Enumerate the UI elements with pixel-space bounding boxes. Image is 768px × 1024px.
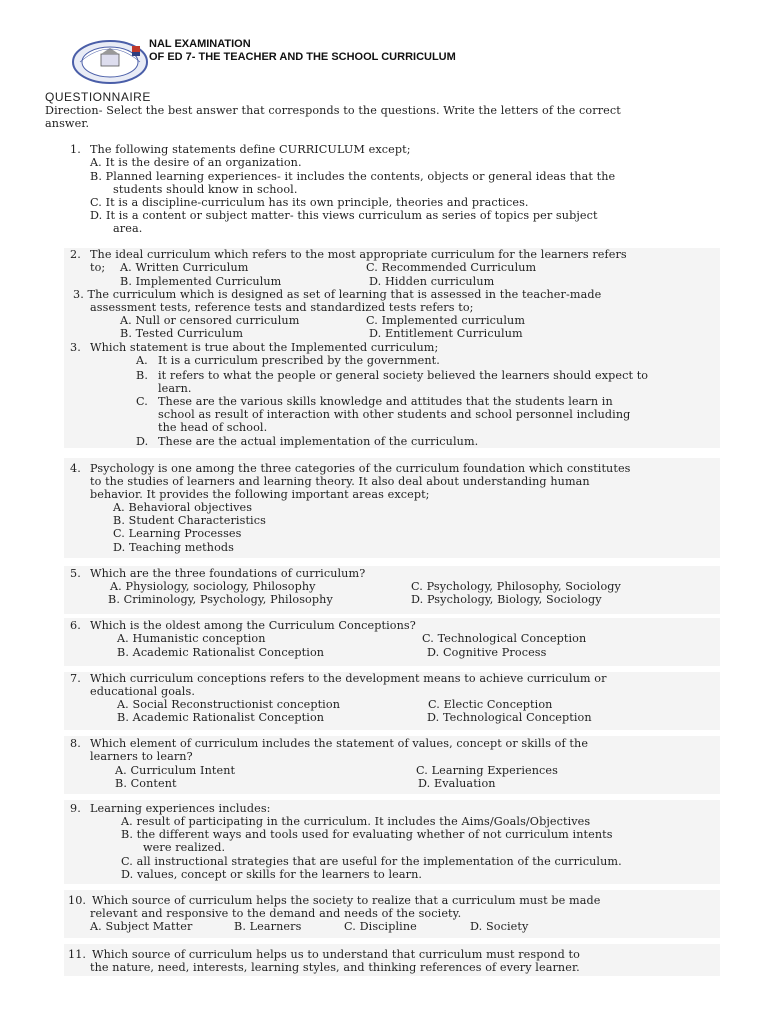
choice: D. Hidden curriculum [369, 275, 495, 288]
question-stem: Which source of curriculum helps us to understand that curriculum must respond to [92, 948, 580, 961]
college-seal [72, 40, 148, 84]
question-stem: Which are the three foundations of curriculum? [90, 567, 366, 580]
question-number: 11. [68, 948, 87, 961]
choice: B. Student Characteristics [113, 514, 266, 527]
choice: school as result of interaction with other students and school personnel including [158, 408, 631, 421]
choice-letter: B. [136, 369, 148, 382]
choice: the head of school. [158, 421, 268, 434]
choice: C. all instructional strategies that are useful for the implementation of the curriculum. [121, 855, 622, 868]
question-stem: to the studies of learners and learning theory. It also deal about understanding human [90, 475, 590, 488]
choice: A. result of participating in the curriculum. It includes the Aims/Goals/Objectives [121, 815, 591, 828]
question-stem: behavior. It provides the following important areas except; [90, 488, 430, 501]
choice-letter: D. [136, 435, 149, 448]
question-number: 3. [70, 341, 81, 354]
choice: A. Behavioral objectives [113, 501, 253, 514]
choice: C. Learning Processes [113, 527, 242, 540]
question-number: 4. [70, 462, 81, 475]
question-stem: Learning experiences includes: [90, 802, 271, 815]
question-number: 7. [70, 672, 81, 685]
choice: students should know in school. [113, 183, 298, 196]
page-title: QUESTIONNAIRE [45, 90, 151, 104]
direction-line: answer. [45, 117, 90, 130]
choice: It is a curriculum prescribed by the government. [158, 354, 440, 367]
question-stem: learners to learn? [90, 750, 193, 763]
choice: A. Curriculum Intent [115, 764, 236, 777]
question-number: 8. [70, 737, 81, 750]
question-stem: relevant and responsive to the demand and needs of the society. [90, 907, 462, 920]
question-stem: Which statement is true about the Implemented curriculum; [90, 341, 439, 354]
choice: C. Recommended Curriculum [366, 261, 537, 274]
question-stem: The ideal curriculum which refers to the most appropriate curriculum for the learners refers [90, 248, 627, 261]
choice: D. It is a content or subject matter- this views curriculum as series of topics per subject [90, 209, 598, 222]
choice: B. Planned learning experiences- it includes the contents, objects or general ideas that the [90, 170, 616, 183]
question-number: 1. [70, 143, 81, 156]
choice: learn. [158, 382, 192, 395]
choice: B. Academic Rationalist Conception [117, 711, 325, 724]
question-stem: Which is the oldest among the Curriculum Conceptions? [90, 619, 416, 632]
choice: A. Humanistic conception [117, 632, 266, 645]
exam-title: NAL EXAMINATION [149, 38, 251, 50]
choice: D. Evaluation [418, 777, 496, 790]
choice: A. Physiology, sociology, Philosophy [110, 580, 316, 593]
choice: B. Content [115, 777, 177, 790]
choice: C. Learning Experiences [416, 764, 558, 777]
choice: C. It is a discipline-curriculum has its own principle, theories and practices. [90, 196, 529, 209]
choice: B. Learners [234, 920, 302, 933]
question-stem: the nature, need, interests, learning styles, and thinking references of every learner. [90, 961, 580, 974]
question-number: 2. [70, 248, 81, 261]
choice: B. Academic Rationalist Conception [117, 646, 325, 659]
choice-letter: A. [136, 354, 148, 367]
question-stem: Which curriculum conceptions refers to the development means to achieve curriculum or [90, 672, 607, 685]
question-stem: Which element of curriculum includes the statement of values, concept or skills of the [90, 737, 589, 750]
choice-letter: C. [136, 395, 148, 408]
choice: C. Implemented curriculum [366, 314, 526, 327]
choice: D. Teaching methods [113, 541, 235, 554]
question-stem: Which source of curriculum helps the society to realize that a curriculum must be made [92, 894, 601, 907]
question-stem: to; [90, 261, 106, 274]
question-stem: 3. The curriculum which is designed as set of learning that is assessed in the teacher-made [73, 288, 602, 301]
choice: A. Null or censored curriculum [120, 314, 300, 327]
direction-line: Direction- Select the best answer that corresponds to the questions. Write the letters of the correct [45, 104, 621, 117]
question-stem: Psychology is one among the three categories of the curriculum foundation which constitutes [90, 462, 631, 475]
choice: D. Technological Conception [427, 711, 592, 724]
choice: C. Technological Conception [422, 632, 587, 645]
choice: D. Entitlement Curriculum [369, 327, 523, 340]
choice: B. Tested Curriculum [120, 327, 244, 340]
choice: B. Criminology, Psychology, Philosophy [108, 593, 333, 606]
choice: A. Social Reconstructionist conception [117, 698, 340, 711]
choice: were realized. [143, 841, 226, 854]
choice: A. Subject Matter [90, 920, 193, 933]
choice: it refers to what the people or general society believed the learners should expect to [158, 369, 649, 382]
question-stem: educational goals. [90, 685, 195, 698]
choice: D. values, concept or skills for the learners to learn. [121, 868, 423, 881]
choice: D. Psychology, Biology, Sociology [411, 593, 602, 606]
question-number: 9. [70, 802, 81, 815]
choice: A. It is the desire of an organization. [90, 156, 302, 169]
course-title: OF ED 7- THE TEACHER AND THE SCHOOL CURRICULUM [149, 51, 456, 63]
question-number: 6. [70, 619, 81, 632]
choice: B. Implemented Curriculum [120, 275, 282, 288]
question-stem: assessment tests, reference tests and standardized tests refers to; [90, 301, 474, 314]
question-number: 10. [68, 894, 87, 907]
choice: B. the different ways and tools used for evaluating whether of not curriculum intents [121, 828, 613, 841]
question-number: 5. [70, 567, 81, 580]
choice: These are the actual implementation of the curriculum. [158, 435, 479, 448]
choice: area. [113, 222, 143, 235]
choice: A. Written Curriculum [120, 261, 249, 274]
choice: These are the various skills knowledge and attitudes that the students learn in [158, 395, 613, 408]
choice: C. Electic Conception [428, 698, 553, 711]
question-stem: The following statements define CURRICULUM except; [90, 143, 411, 156]
choice: C. Psychology, Philosophy, Sociology [411, 580, 621, 593]
choice: D. Society [470, 920, 529, 933]
choice: C. Discipline [344, 920, 417, 933]
choice: D. Cognitive Process [427, 646, 547, 659]
